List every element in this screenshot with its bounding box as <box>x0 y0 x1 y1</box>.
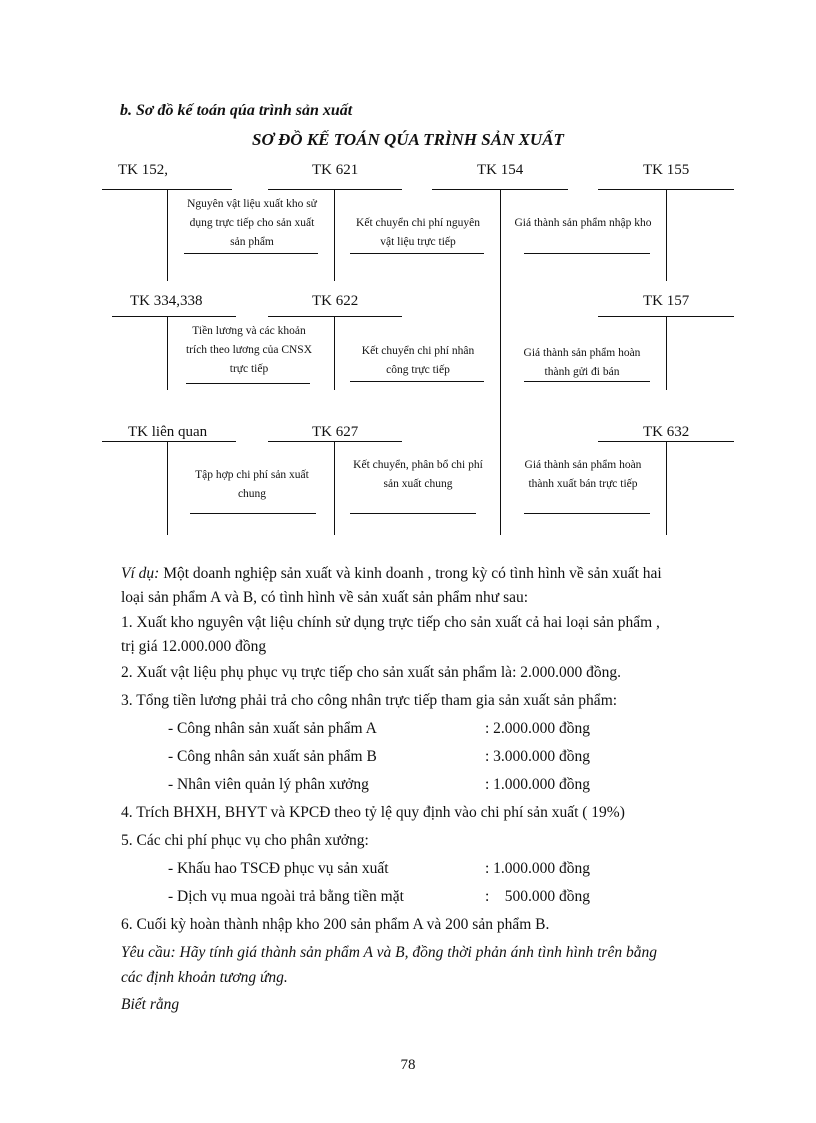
item3-row-value: : 2.000.000 đồng <box>485 720 591 737</box>
section-title: b. Sơ đồ kế toán qúa trình sản xuất <box>120 102 353 119</box>
example-item-1: 1. Xuất kho nguyên vật liệu chính sử dụng trực tiếp cho sản xuất cả hai loại sản phẩm , <box>121 614 660 631</box>
tk152-divider <box>167 189 168 281</box>
tk155-divider <box>666 189 667 281</box>
item3-row-value: : 1.000.000 đồng <box>485 776 591 793</box>
note-kc-nvl: Kết chuyển chi phí nguyên vật liệu trực tiếp <box>356 217 480 248</box>
note-tap-hop-cpsxc: Tập hợp chi phí sản xuất chung <box>195 469 309 500</box>
account-tk627: TK 627 <box>312 424 359 440</box>
arrow-line <box>186 383 310 384</box>
page-number: 78 <box>400 1057 416 1073</box>
tk627-divider <box>334 441 335 535</box>
account-tk157: TK 157 <box>643 293 690 309</box>
arrow-line <box>524 253 650 254</box>
tk621-divider <box>334 189 335 281</box>
tk-lien-quan-divider <box>167 441 168 535</box>
arrow-line <box>524 381 650 382</box>
diagram-title: SƠ ĐỒ KẾ TOÁN QÚA TRÌNH SẢN XUẤT <box>252 130 564 149</box>
note-tien-luong: Tiền lương và các khoản trích theo lương của CNSX trực tiếp <box>185 325 313 375</box>
example-item-6: 6. Cuối kỳ hoàn thành nhập kho 200 sản phẩm A và 200 sản phẩm B. <box>121 916 550 933</box>
item3-row-value: : 3.000.000 đồng <box>485 748 591 765</box>
account-tk622: TK 622 <box>312 293 359 309</box>
note-gui-di-ban: Giá thành sản phẩm hoàn thành gửi đi bán <box>523 347 641 378</box>
tk627-line <box>268 441 402 442</box>
tk154-divider <box>500 189 501 535</box>
tk622-divider <box>334 316 335 390</box>
request-1: Yêu cầu: Hãy tính giá thành sản phẩm A và B, đồng thời phản ánh tình hình trên bằng <box>121 944 657 961</box>
account-tk621: TK 621 <box>312 162 359 178</box>
account-tk632: TK 632 <box>643 424 690 440</box>
tk622-line <box>268 316 402 317</box>
item5-row-label: - Khấu hao TSCĐ phục vụ sản xuất <box>168 860 389 877</box>
example-intro-2: loại sản phẩm A và B, có tình hình về sản xuất sản phẩm như sau: <box>121 589 529 606</box>
account-tk155: TK 155 <box>643 162 690 178</box>
example-item-5: 5. Các chi phí phục vụ cho phân xưởng: <box>121 832 369 849</box>
account-tk334-338: TK 334,338 <box>130 293 203 309</box>
tk632-divider <box>666 441 667 535</box>
note-kc-nhan-cong: Kết chuyển chi phí nhân công trực tiếp <box>361 345 475 376</box>
item3-row-label: - Công nhân sản xuất sản phẩm B <box>168 748 377 765</box>
tk-lien-quan-line <box>102 441 236 442</box>
example-item-3: 3. Tổng tiền lương phải trả cho công nhân trực tiếp tham gia sản xuất sản phẩm: <box>121 692 618 709</box>
example-item-1-cont: trị giá 12.000.000 đồng <box>121 638 267 655</box>
item3-row-label: - Công nhân sản xuất sản phẩm A <box>168 720 377 737</box>
request-2: các định khoản tương ứng. <box>121 969 288 986</box>
arrow-line <box>184 253 318 254</box>
tk621-line <box>268 189 402 190</box>
item5-row-value: : 500.000 đồng <box>485 888 591 905</box>
known-label: Biết rằng <box>121 996 180 1013</box>
account-tk152: TK 152, <box>118 162 168 178</box>
example-item-2: 2. Xuất vật liệu phụ phục vụ trực tiếp cho sản xuất sản phẩm là: 2.000.000 đồng. <box>121 664 621 681</box>
arrow-line <box>350 513 476 514</box>
arrow-line <box>190 513 316 514</box>
example-label: Ví dụ: <box>121 565 160 582</box>
item3-row-label: - Nhân viên quản lý phân xưởng <box>168 776 369 793</box>
account-tk154: TK 154 <box>477 162 524 178</box>
arrow-line <box>350 381 484 382</box>
note-nvl-xuat-kho: Nguyên vật liệu xuất kho sử dụng trực tiếp cho sản xuất sản phẩm <box>187 198 317 248</box>
tk334-line <box>112 316 236 317</box>
example-item-4: 4. Trích BHXH, BHYT và KPCĐ theo tỷ lệ quy định vào chi phí sản xuất ( 19%) <box>121 804 625 821</box>
item5-row-label: - Dịch vụ mua ngoài trả bằng tiền mặt <box>168 888 404 905</box>
note-gia-thanh-nhap-kho: Giá thành sản phẩm nhập kho <box>514 217 652 229</box>
example-intro-1 <box>121 564 662 584</box>
account-tk-lien-quan: TK liên quan <box>128 424 208 440</box>
example-intro-text: Một doanh nghiệp sản xuất và kinh doanh , trong kỳ có tình hình về sản xuất hai <box>159 565 662 582</box>
arrow-line <box>524 513 650 514</box>
item5-row-value: : 1.000.000 đồng <box>485 860 591 877</box>
note-kc-cpsxc: Kết chuyển, phân bổ chi phí sản xuất chung <box>353 459 483 490</box>
tk334-divider <box>167 316 168 390</box>
note-xuat-ban-truc-tiep: Giá thành sản phẩm hoàn thành xuất bán trực tiếp <box>524 459 642 490</box>
arrow-line <box>350 253 484 254</box>
tk157-divider <box>666 316 667 390</box>
